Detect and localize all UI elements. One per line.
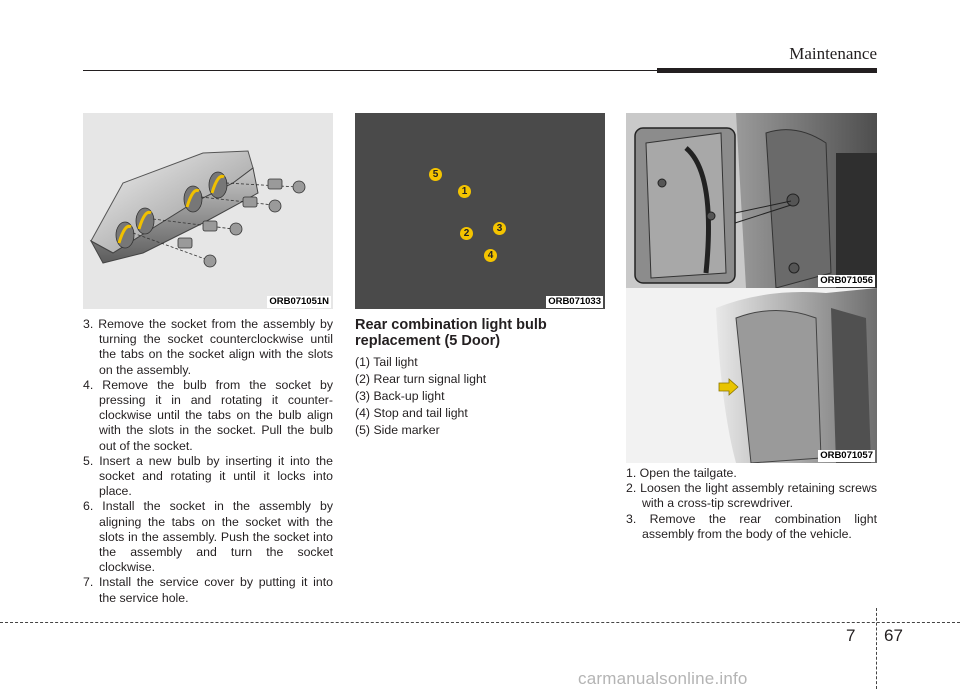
figure-code: ORB071033 bbox=[548, 296, 601, 307]
figure-remove-assembly bbox=[626, 288, 877, 463]
step-item: 1. Open the tailgate. bbox=[626, 466, 737, 480]
step-item: 7. Install the service cover by putting it into the service hole. bbox=[83, 575, 333, 605]
footer-rule bbox=[0, 622, 960, 623]
part-item: (5) Side marker bbox=[355, 423, 440, 437]
watermark: carmanualsonline.info bbox=[578, 669, 748, 688]
page-number: 67 bbox=[884, 626, 903, 645]
tailgate-screws-illustration bbox=[626, 113, 877, 288]
figure-code: ORB071057 bbox=[820, 450, 873, 461]
part-item: (2) Rear turn signal light bbox=[355, 372, 487, 386]
header-rule-accent bbox=[657, 68, 877, 73]
step-item: 2. Loosen the light assembly retaining screws with a cross-tip screwdriver. bbox=[626, 481, 877, 511]
remove-assembly-illustration bbox=[626, 288, 877, 463]
figure-rear-light-locations bbox=[355, 113, 605, 309]
part-item: (3) Back-up light bbox=[355, 389, 445, 403]
section-heading: Rear combination light bulb replacement (5 Door) bbox=[355, 317, 547, 349]
step-item: 6. Install the socket in the assembly by aligning the tabs on the socket with the slots in the assembly. Push the socket into the assembly and turn the socket clockwise. bbox=[83, 499, 333, 575]
figure-code: ORB071056 bbox=[820, 275, 873, 286]
callout-2: 2 bbox=[460, 227, 473, 240]
footer-divider bbox=[876, 608, 877, 689]
figure-tailgate-screws bbox=[626, 113, 877, 288]
figure-socket-assembly bbox=[83, 113, 333, 309]
chapter-number: 7 bbox=[846, 626, 856, 645]
callout-4: 4 bbox=[484, 249, 497, 262]
callout-1: 1 bbox=[458, 185, 471, 198]
middle-column bbox=[355, 317, 605, 439]
left-column bbox=[83, 317, 333, 606]
step-item: 4. Remove the bulb from the socket by pressing it in and rotating it counter-clockwise until the tabs on the bulb align with the slots in the socket. Pull the bulb out of the socket. bbox=[83, 377, 333, 453]
step-item: 3. Remove the socket from the assembly by turning the socket counterclockwise until the tabs on the socket align with the slots on the assembly. bbox=[83, 317, 333, 377]
callout-3: 3 bbox=[493, 222, 506, 235]
step-item: 3. Remove the rear combination light assembly from the body of the vehicle. bbox=[626, 511, 877, 541]
section-title: Maintenance bbox=[789, 44, 877, 63]
right-column bbox=[626, 466, 877, 542]
part-item: (4) Stop and tail light bbox=[355, 406, 468, 420]
socket-assembly-illustration bbox=[83, 113, 333, 309]
figure-code: ORB071051N bbox=[269, 296, 329, 307]
part-item: (1) Tail light bbox=[355, 355, 418, 369]
callout-5: 5 bbox=[429, 168, 442, 181]
step-item: 5. Insert a new bulb by inserting it into the socket and rotating it until it locks into place. bbox=[83, 453, 333, 499]
